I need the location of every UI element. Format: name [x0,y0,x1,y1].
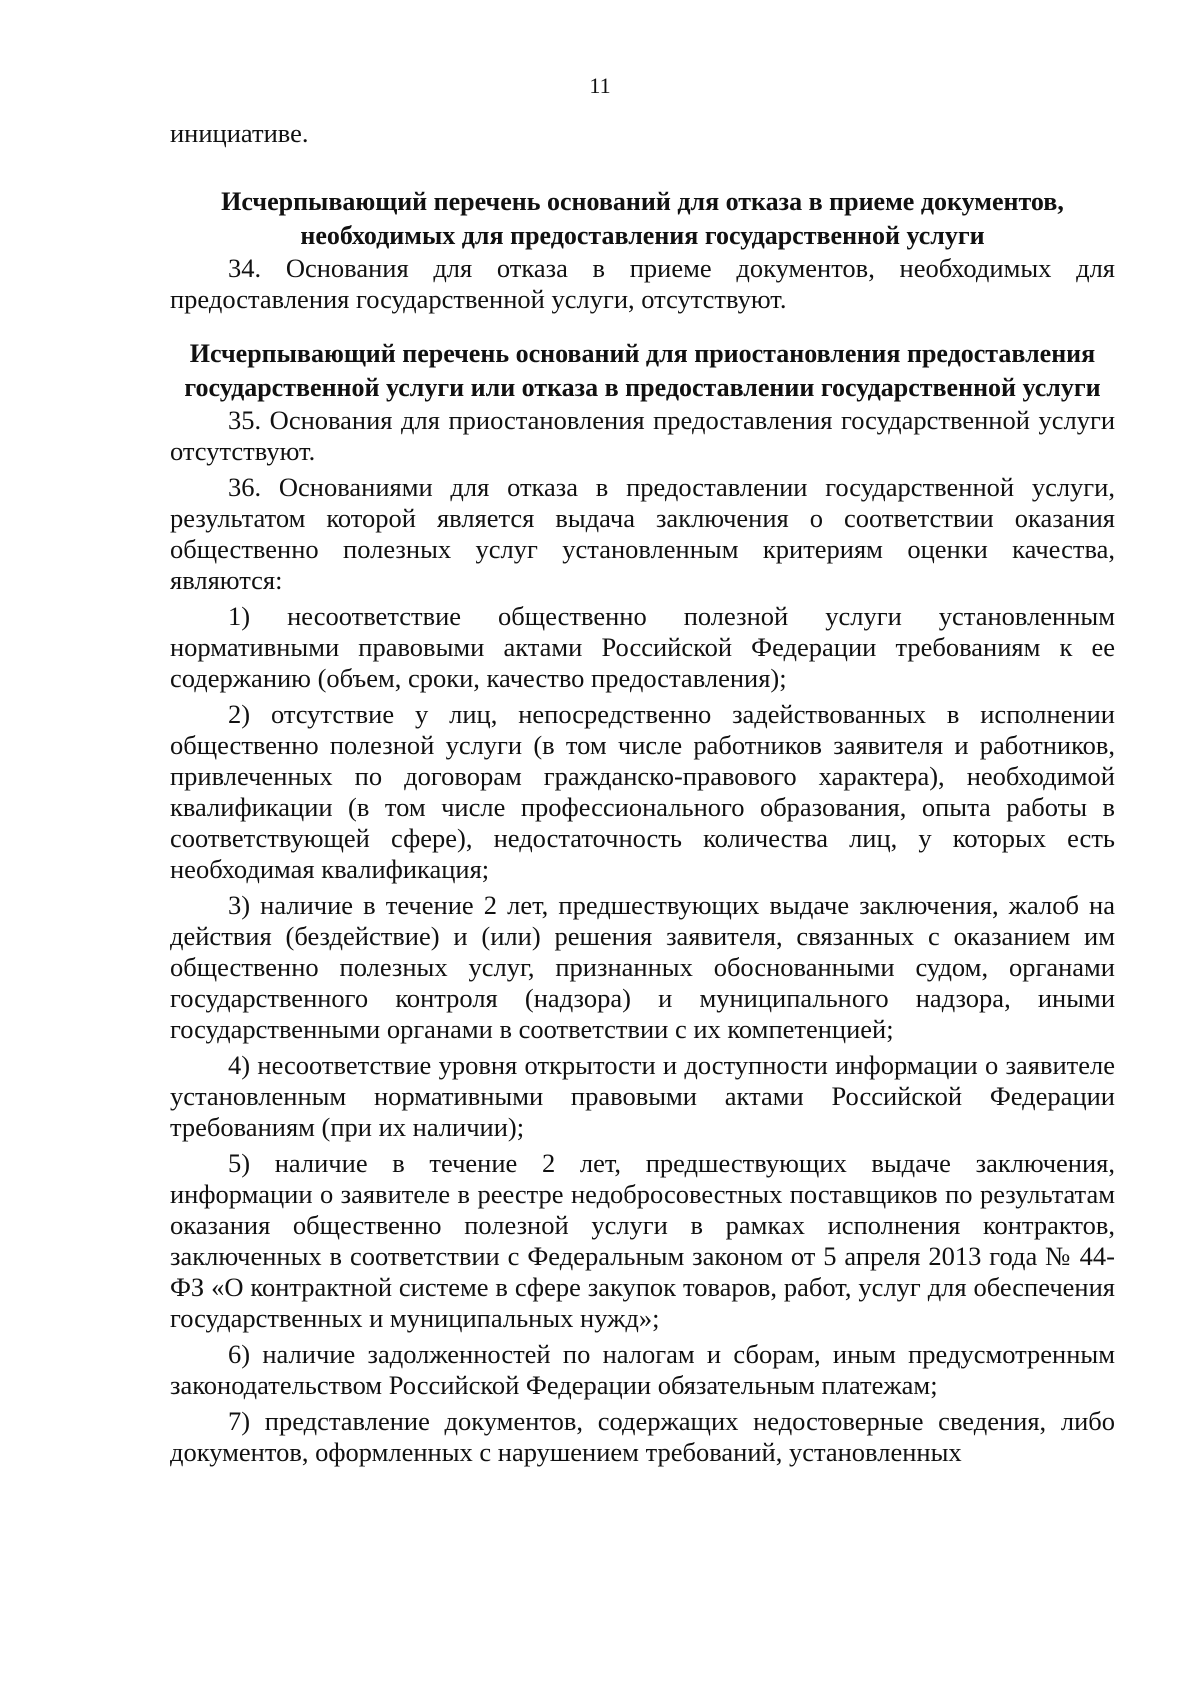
list-item-3: 3) наличие в течение 2 лет, предшествующих выдаче заключения, жалоб на действия (бездействие) и (или) решения заявителя, связанных с оказанием им общественно полезных услуг, признанных обоснованными судом, органами государственного контроля (надзора) и муниципального надзора, иными государственными органами в соответствии с их компетенцией; [170,890,1115,1044]
section-heading-suspension-refusal: Исчерпывающий перечень оснований для приостановления предоставления государственной услуги или отказа в предоставлении государственной услуги [184,339,1101,402]
paragraph-36: 36. Основаниями для отказа в предоставлении государственной услуги, результатом которой является выдача заключения о соответствии оказания общественно полезных услуг установленным критериям оценки качества, являются: [170,472,1115,595]
section-heading-refusal-acceptance: Исчерпывающий перечень оснований для отказа в приеме документов, необходимых для предоставления государственной услуги [221,187,1064,250]
list-item-1: 1) несоответствие общественно полезной услуги установленным нормативными правовыми актами Российской Федерации требованиям к ее содержанию (объем, сроки, качество предоставления); [170,601,1115,693]
list-item-7: 7) представление документов, содержащих недостоверные сведения, либо документов, оформленных с нарушением требований, установленных [170,1406,1115,1467]
page-number: 11 [589,73,611,98]
list-item-6: 6) наличие задолженностей по налогам и сборам, иным предусмотренным законодательством Российской Федерации обязательным платежам; [170,1339,1115,1400]
document-body [170,118,1115,1473]
continuation-text: инициативе. [170,118,309,148]
paragraph-35: 35. Основания для приостановления предоставления государственной услуги отсутствуют. [170,405,1115,466]
list-item-4: 4) несоответствие уровня открытости и доступности информации о заявителе установленным нормативными правовыми актами Российской Федерации требованиям (при их наличии); [170,1050,1115,1142]
paragraph-34: 34. Основания для отказа в приеме документов, необходимых для предоставления государственной услуги, отсутствуют. [170,253,1115,314]
list-item-5: 5) наличие в течение 2 лет, предшествующих выдаче заключения, информации о заявителе в реестре недобросовестных поставщиков по результатам оказания общественно полезной услуги в рамках исполнения контрактов, заключенных в соответствии с Федеральным законом от 5 апреля 2013 года № 44-ФЗ «О контрактной системе в сфере закупок товаров, работ, услуг для обеспечения государственных и муниципальных нужд»; [170,1148,1115,1333]
list-item-2: 2) отсутствие у лиц, непосредственно задействованных в исполнении общественно полезной услуги (в том числе работников заявителя и работников, привлеченных по договорам гражданско-правового характера), необходимой квалификации (в том числе профессионального образования, опыта работы в соответствующей сфере), недостаточность количества лиц, у которых есть необходимая квалификация; [170,699,1115,884]
